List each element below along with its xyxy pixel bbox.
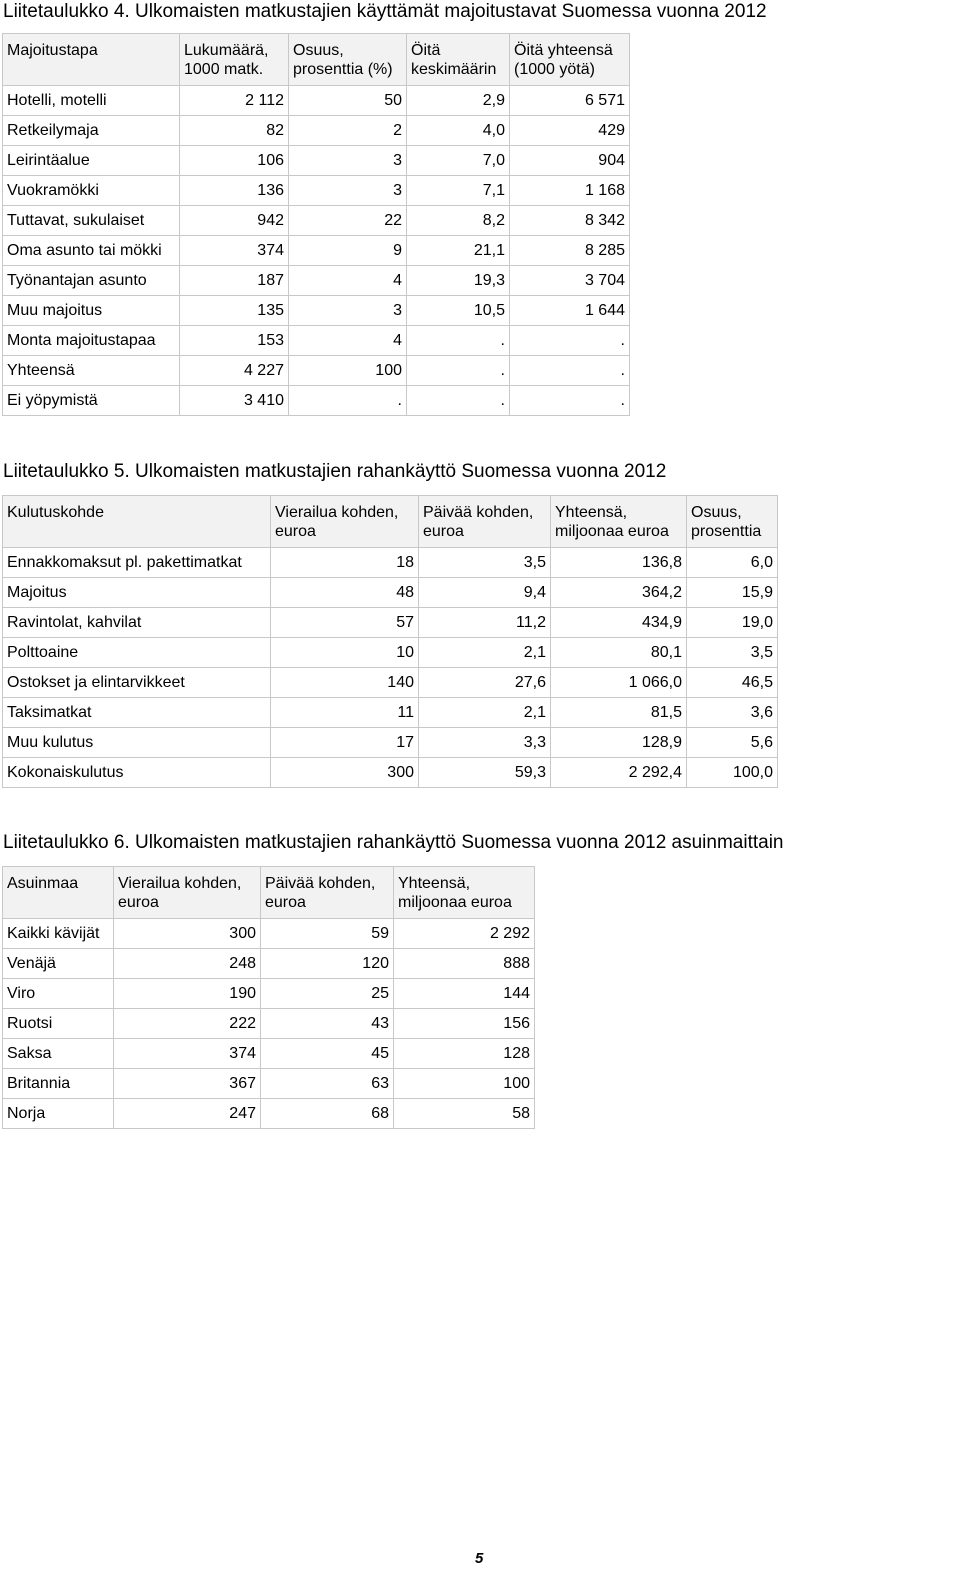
row-label: Viro [3,979,114,1009]
row-label: Tuttavat, sukulaiset [3,206,180,236]
table-cell: 10 [271,638,419,668]
row-label: Monta majoitustapaa [3,326,180,356]
table-cell: 5,6 [687,728,778,758]
table4-header-row [3,34,630,86]
table-cell: 434,9 [551,608,687,638]
table6-body [3,919,535,1129]
table-cell: 15,9 [687,578,778,608]
table4-column-header: Osuus, prosenttia (%) [289,34,407,86]
row-label: Muu kulutus [3,728,271,758]
table-row [3,146,630,176]
table-cell: 68 [261,1099,394,1129]
table-row [3,116,630,146]
table-cell: . [510,386,630,416]
row-label: Ravintolat, kahvilat [3,608,271,638]
table-row [3,758,778,788]
row-label: Ei yöpymistä [3,386,180,416]
table5-column-header: Päivää kohden, euroa [419,496,551,548]
table6-column-header: Asuinmaa [3,867,114,919]
row-label: Ennakkomaksut pl. pakettimatkat [3,548,271,578]
table-cell: 3 704 [510,266,630,296]
table-cell: 2 292,4 [551,758,687,788]
table-row [3,326,630,356]
table-cell: 19,0 [687,608,778,638]
table6-column-header: Päivää kohden, euroa [261,867,394,919]
table-cell: 22 [289,206,407,236]
table-cell: 10,5 [407,296,510,326]
table6-header-row [3,867,535,919]
row-label: Taksimatkat [3,698,271,728]
table-cell: . [510,326,630,356]
table6-title: Liitetaulukko 6. Ulkomaisten matkustajien rahankäyttö Suomessa vuonna 2012 asuinmaittain [3,832,784,853]
table-cell: 8,2 [407,206,510,236]
table-cell: 3,3 [419,728,551,758]
table-cell: . [407,356,510,386]
table-cell: 247 [114,1099,261,1129]
table-cell: 942 [180,206,289,236]
table-cell: 4 [289,266,407,296]
row-label: Ostokset ja elintarvikkeet [3,668,271,698]
table-row [3,176,630,206]
table-row [3,698,778,728]
row-label: Kaikki kävijät [3,919,114,949]
table-row [3,1099,535,1129]
table-cell: 248 [114,949,261,979]
table-row [3,919,535,949]
table-cell: 136 [180,176,289,206]
table-cell: 4 227 [180,356,289,386]
table-row [3,356,630,386]
table-cell: 25 [261,979,394,1009]
table-cell: 45 [261,1039,394,1069]
table-row [3,1039,535,1069]
table-row [3,728,778,758]
table-cell: 2,1 [419,638,551,668]
table5-column-header: Kulutuskohde [3,496,271,548]
table-cell: 6 571 [510,86,630,116]
table-row [3,266,630,296]
table-cell: 3,5 [687,638,778,668]
table5-column-header: Yhteensä, miljoonaa euroa [551,496,687,548]
table-cell: 11,2 [419,608,551,638]
table-cell: 3 [289,176,407,206]
table-cell: 144 [394,979,535,1009]
table-cell: 3 410 [180,386,289,416]
table-cell: 367 [114,1069,261,1099]
row-label: Kokonaiskulutus [3,758,271,788]
table-cell: 27,6 [419,668,551,698]
row-label: Työnantajan asunto [3,266,180,296]
table-cell: 135 [180,296,289,326]
table-cell: 888 [394,949,535,979]
table-cell: 100,0 [687,758,778,788]
table-row [3,949,535,979]
row-label: Britannia [3,1069,114,1099]
table-row [3,296,630,326]
table-cell: 374 [180,236,289,266]
table-row [3,86,630,116]
table-cell: 128 [394,1039,535,1069]
table-cell: 4 [289,326,407,356]
row-label: Oma asunto tai mökki [3,236,180,266]
table5-body [3,548,778,788]
table-cell: 222 [114,1009,261,1039]
page-number: 5 [475,1550,484,1567]
row-label: Polttoaine [3,638,271,668]
table-cell: 58 [394,1099,535,1129]
table-cell: 2 292 [394,919,535,949]
table-cell: 19,3 [407,266,510,296]
table-cell: 11 [271,698,419,728]
table-cell: 2 112 [180,86,289,116]
table-cell: 3,5 [419,548,551,578]
table-cell: 9,4 [419,578,551,608]
table-cell: 7,1 [407,176,510,206]
table-row [3,236,630,266]
table-cell: 1 168 [510,176,630,206]
table6-column-header: Yhteensä, miljoonaa euroa [394,867,535,919]
table-row [3,548,778,578]
table-cell: 1 644 [510,296,630,326]
table-row [3,638,778,668]
table4-column-header: Öitä yhteensä (1000 yötä) [510,34,630,86]
table-cell: 1 066,0 [551,668,687,698]
table-cell: 48 [271,578,419,608]
table5-column-header: Vierailua kohden, euroa [271,496,419,548]
row-label: Retkeilymaja [3,116,180,146]
row-label: Hotelli, motelli [3,86,180,116]
table-cell: 156 [394,1009,535,1039]
table-row [3,578,778,608]
table-cell: 120 [261,949,394,979]
table-cell: 18 [271,548,419,578]
table-cell: 140 [271,668,419,698]
table-cell: 81,5 [551,698,687,728]
table4-body [3,86,630,416]
table-cell: 2 [289,116,407,146]
table-row [3,668,778,698]
row-label: Vuokramökki [3,176,180,206]
table-cell: 17 [271,728,419,758]
table5-header-row [3,496,778,548]
table4 [2,33,630,416]
table-cell: 63 [261,1069,394,1099]
table-row [3,386,630,416]
table-cell: 3 [289,146,407,176]
table-row [3,206,630,236]
row-label: Majoitus [3,578,271,608]
table-cell: 364,2 [551,578,687,608]
table-row [3,1069,535,1099]
table-cell: 187 [180,266,289,296]
row-label: Ruotsi [3,1009,114,1039]
table4-column-header: Lukumäärä, 1000 matk. [180,34,289,86]
table-cell: 904 [510,146,630,176]
table-cell: 2,9 [407,86,510,116]
table-cell: . [510,356,630,386]
table-cell: 300 [114,919,261,949]
table-cell: 6,0 [687,548,778,578]
table-cell: 59 [261,919,394,949]
table-cell: 100 [289,356,407,386]
table-cell: 7,0 [407,146,510,176]
row-label: Saksa [3,1039,114,1069]
table-cell: 374 [114,1039,261,1069]
table5 [2,495,778,788]
row-label: Yhteensä [3,356,180,386]
table4-column-header: Öitä keskimäärin [407,34,510,86]
table4-column-header: Majoitustapa [3,34,180,86]
table-cell: 106 [180,146,289,176]
table-row [3,608,778,638]
table-cell: 43 [261,1009,394,1039]
table-cell: 153 [180,326,289,356]
table-cell: 57 [271,608,419,638]
table-cell: 46,5 [687,668,778,698]
table-row [3,1009,535,1039]
table-row [3,979,535,1009]
row-label: Venäjä [3,949,114,979]
table-cell: 429 [510,116,630,146]
table-cell: 300 [271,758,419,788]
table5-column-header: Osuus, prosenttia [687,496,778,548]
table-cell: 50 [289,86,407,116]
table-cell: 80,1 [551,638,687,668]
table-cell: 59,3 [419,758,551,788]
table-cell: 3 [289,296,407,326]
table-cell: . [407,326,510,356]
table-cell: 136,8 [551,548,687,578]
table-cell: 9 [289,236,407,266]
table-cell: 4,0 [407,116,510,146]
row-label: Muu majoitus [3,296,180,326]
table6 [2,866,535,1129]
table-cell: . [289,386,407,416]
table-cell: 8 342 [510,206,630,236]
row-label: Leirintäalue [3,146,180,176]
table-cell: 190 [114,979,261,1009]
table-cell: 82 [180,116,289,146]
table4-title: Liitetaulukko 4. Ulkomaisten matkustajien käyttämät majoitustavat Suomessa vuonna 2012 [3,1,767,22]
row-label: Norja [3,1099,114,1129]
table-cell: 100 [394,1069,535,1099]
table5-title: Liitetaulukko 5. Ulkomaisten matkustajien rahankäyttö Suomessa vuonna 2012 [3,461,667,482]
table-cell: . [407,386,510,416]
table6-column-header: Vierailua kohden, euroa [114,867,261,919]
table-cell: 8 285 [510,236,630,266]
table-cell: 21,1 [407,236,510,266]
table-cell: 128,9 [551,728,687,758]
table-cell: 2,1 [419,698,551,728]
table-cell: 3,6 [687,698,778,728]
